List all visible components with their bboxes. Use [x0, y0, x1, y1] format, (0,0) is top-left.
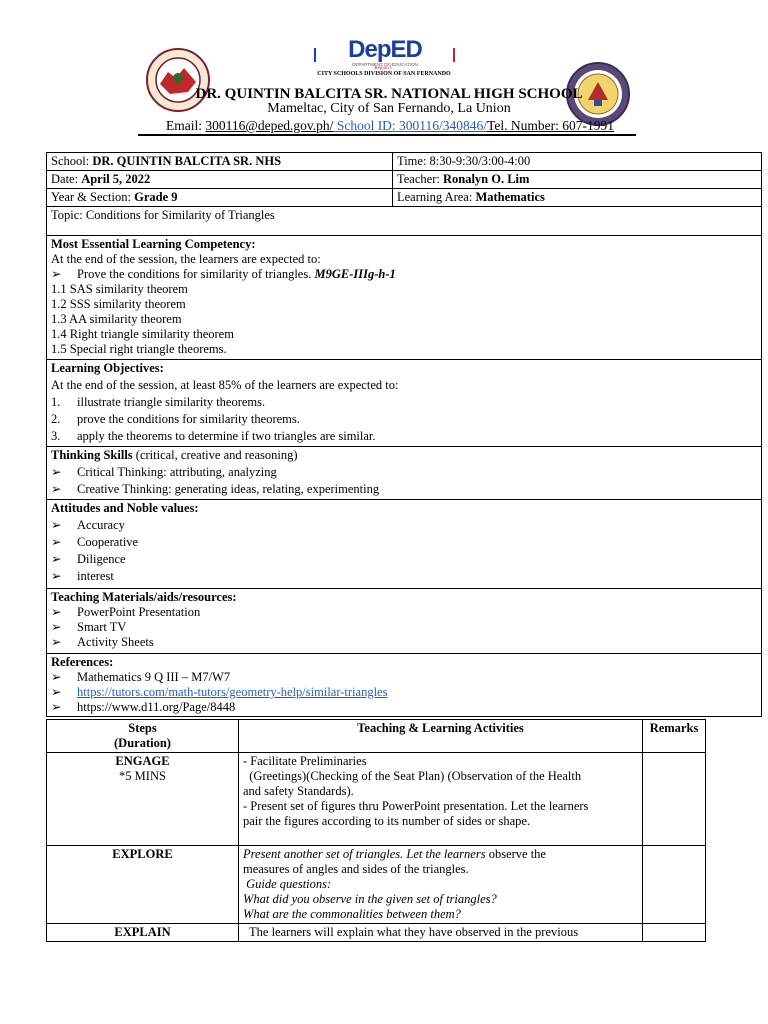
- explain-activities-cell: The learners will explain what they have observed in the previous: [239, 924, 643, 942]
- values-cell: [47, 500, 762, 589]
- value-item: ➢ Diligence: [51, 552, 126, 566]
- engage-step-cell: ENGAGE *5 MINS: [47, 753, 239, 846]
- header-rule: [138, 134, 636, 136]
- division-label: CITY SCHOOLS DIVISION OF SAN FERNANDO: [317, 71, 451, 77]
- melc-item: 1.1 SAS similarity theorem: [51, 282, 188, 296]
- remarks-header: Remarks: [643, 720, 706, 753]
- school-address: Mameltac, City of San Fernando, La Union: [267, 101, 511, 116]
- objectives-title: Learning Objectives:: [51, 361, 164, 375]
- references-title: References:: [51, 655, 114, 669]
- explain-row: [47, 924, 706, 942]
- deped-flag-bar: [314, 48, 316, 62]
- material-item: ➢ PowerPoint Presentation: [51, 605, 201, 619]
- melc-item: 1.3 AA similarity theorem: [51, 312, 182, 326]
- region-label: Region I: [374, 66, 392, 71]
- materials-title: Teaching Materials/aids/resources:: [51, 590, 237, 604]
- learning-area-cell: Learning Area: Mathematics: [393, 189, 762, 207]
- thinking-item: ➢ Critical Thinking: attributing, analyzing: [51, 465, 277, 479]
- material-item: ➢ Smart TV: [51, 620, 127, 634]
- melc-title: Most Essential Learning Competency:: [51, 237, 256, 251]
- year-section-cell: Year & Section: Grade 9: [47, 189, 393, 207]
- objective-item: 3. apply the theorems to determine if two triangles are similar.: [51, 429, 376, 443]
- arrow-bullet-icon: ➢: [51, 535, 62, 549]
- melc-item: 1.4 Right triangle similarity theorem: [51, 327, 234, 341]
- school-id-link[interactable]: School ID: 300116/340846/: [333, 118, 488, 133]
- arrow-bullet-icon: ➢: [51, 670, 62, 684]
- reference-item: [51, 685, 757, 700]
- school-cell: School: DR. QUINTIN BALCITA SR. NHS: [47, 153, 393, 171]
- deped-wordmark: DepED DEPARTMENT OF EDUCATION: [348, 36, 422, 67]
- arrow-bullet-icon: ➢: [51, 685, 62, 699]
- materials-cell: [47, 589, 762, 654]
- reference-link[interactable]: https://tutors.com/math-tutors/geometry-help/similar-triangles: [77, 685, 388, 699]
- reference-item: ➢ Mathematics 9 Q III – M7/W7: [51, 670, 231, 684]
- tel-number: Tel. Number: 607-1991: [487, 118, 614, 133]
- melc-intro: At the end of the session, the learners are expected to:: [51, 252, 321, 266]
- arrow-bullet-icon: ➢: [51, 465, 62, 479]
- arrow-bullet-icon: ➢: [51, 552, 62, 566]
- values-title: Attitudes and Noble values:: [51, 501, 199, 515]
- melc-item: 1.5 Special right triangle theorems.: [51, 342, 227, 356]
- email-link[interactable]: 300116@deped.gov.ph/: [205, 118, 334, 133]
- explore-remarks-cell: [643, 846, 706, 924]
- time-cell: Time: 8:30-9:30/3:00-4:00: [393, 153, 762, 171]
- objective-item: 2. prove the conditions for similarity theorems.: [51, 412, 300, 426]
- info-row-year: [47, 189, 762, 207]
- objective-item: 1. illustrate triangle similarity theorems.: [51, 395, 266, 409]
- explore-step-cell: EXPLORE: [47, 846, 239, 924]
- material-item: ➢ Activity Sheets: [51, 635, 154, 649]
- explore-activities-cell: Present another set of triangles. Let the learners observe the measures of angles and sides of the triangles. Guide questions: What did you observe in the given set of triangles? What are the commonalities between them?: [239, 846, 643, 924]
- objectives-row: [47, 360, 762, 447]
- info-row-school: [47, 153, 762, 171]
- explain-step-cell: EXPLAIN: [47, 924, 239, 942]
- topic-cell: Topic: Conditions for Similarity of Triangles: [47, 207, 762, 236]
- thinking-row: [47, 447, 762, 500]
- objectives-intro: At the end of the session, at least 85% of the learners are expected to:: [51, 378, 399, 392]
- thinking-cell: [47, 447, 762, 500]
- arrow-bullet-icon: ➢: [51, 482, 62, 496]
- engage-row: [47, 753, 706, 846]
- arrow-bullet-icon: ➢: [51, 635, 62, 649]
- references-row: [47, 654, 762, 717]
- contact-line: Email: 300116@deped.gov.ph/ School ID: 300116/340846/Tel. Number: 607-1991: [166, 118, 614, 133]
- thinking-item: ➢ Creative Thinking: generating ideas, relating, experimenting: [51, 482, 380, 496]
- activities-header-row: [47, 720, 706, 753]
- engage-activities-cell: - Facilitate Preliminaries (Greetings)(Checking of the Seat Plan) (Observation of the Health and safety Standards). - Present set of figures thru PowerPoint presentation. Let the learners pair the figures according to its number of sides or shape.: [239, 753, 643, 846]
- explain-remarks-cell: [643, 924, 706, 942]
- date-cell: Date: April 5, 2022: [47, 171, 393, 189]
- activities-table: [46, 719, 706, 942]
- explore-row: [47, 846, 706, 924]
- thinking-title: Thinking Skills (critical, creative and reasoning): [51, 448, 298, 462]
- teacher-cell: Teacher: Ronalyn O. Lim: [393, 171, 762, 189]
- value-item: ➢ Cooperative: [51, 535, 139, 549]
- reference-item: [51, 700, 757, 715]
- arrow-bullet-icon: ➢: [51, 605, 62, 619]
- engage-remarks-cell: [643, 753, 706, 846]
- lesson-info-table: [46, 152, 762, 717]
- melc-row: [47, 236, 762, 360]
- melc-cell: [47, 236, 762, 360]
- melc-item: 1.2 SSS similarity theorem: [51, 297, 186, 311]
- steps-header: Steps (Duration): [47, 720, 239, 753]
- references-cell: [47, 654, 762, 717]
- value-item: ➢ Accuracy: [51, 518, 125, 532]
- activities-header: Teaching & Learning Activities: [239, 720, 643, 753]
- arrow-bullet-icon: ➢: [51, 569, 62, 583]
- arrow-bullet-icon: ➢: [51, 518, 62, 532]
- values-row: [47, 500, 762, 589]
- value-item: ➢ interest: [51, 569, 114, 583]
- reference-link[interactable]: https://www.d11.org/Page/8448: [77, 700, 236, 714]
- deped-flag-bar-right: [453, 48, 455, 62]
- objectives-cell: [47, 360, 762, 447]
- arrow-bullet-icon: ➢: [51, 700, 62, 714]
- arrow-bullet-icon: ➢: [51, 267, 62, 281]
- info-row-date: [47, 171, 762, 189]
- materials-row: [47, 589, 762, 654]
- arrow-bullet-icon: ➢: [51, 620, 62, 634]
- school-name: DR. QUINTIN BALCITA SR. NATIONAL HIGH SCHOOL: [195, 86, 583, 102]
- melc-bullet: ➢ Prove the conditions for similarity of triangles. M9GE-IIIg-h-1: [51, 267, 396, 281]
- info-row-topic: [47, 207, 762, 236]
